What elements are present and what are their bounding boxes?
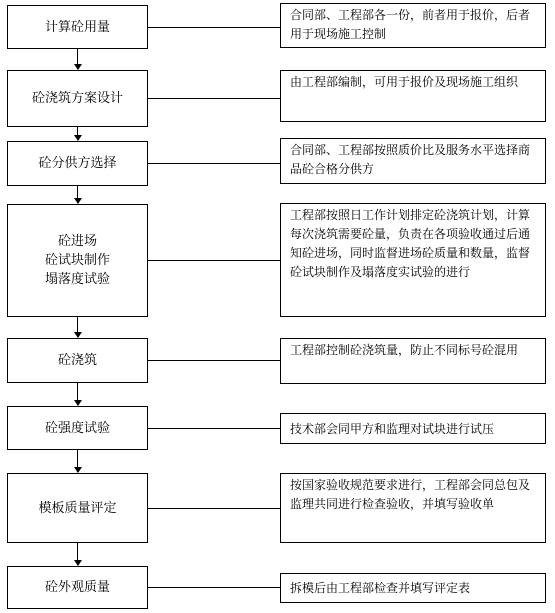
step-box-6: 砼强度试验 [7,406,148,450]
connector-line [148,27,280,28]
connector-line [148,163,280,164]
flow-arrow [77,383,78,405]
connector-line [148,98,280,99]
note-box-4: 工程部按照日工作计划排定砼浇筑计划，计算每次浇筑需要砼量，负责在各项验收通过后通知砼进场，同时监督进场砼质量和数量，监督砼试块制作及塌落度实试验的进行 [280,203,546,317]
flow-arrow [77,49,78,69]
step-box-5: 砼浇筑 [7,338,148,383]
note-box-2: 由工程部编制，可用于报价及现场施工组织 [280,70,546,122]
step-box-1: 计算砼用量 [7,5,148,49]
flow-arrow [77,186,78,203]
step-box-7: 模板质量评定 [7,473,148,543]
note-box-8: 拆模后由工程部检查并填写评定表 [280,573,546,603]
note-box-7: 按国家验收规范要求进行，工程部会同总包及监理共同进行检查验收，并填写验收单 [280,473,546,543]
flow-arrow [77,450,78,472]
connector-line [148,360,280,361]
flow-arrow [77,317,78,337]
connector-line [148,260,280,261]
connector-line [148,587,280,588]
step-box-8: 砼外观质量 [7,566,148,609]
step-box-3: 砼分供方选择 [7,141,148,186]
connector-line [148,508,280,509]
connector-line [148,428,280,429]
flow-arrow [77,127,78,140]
note-box-6: 技术部会同甲方和监理对试块进行试压 [280,413,546,444]
note-box-5: 工程部控制砼浇筑量，防止不同标号砼混用 [280,338,546,384]
note-box-1: 合同部、工程部各一份，前者用于报价，后者用于现场施工控制 [280,3,546,48]
note-box-3: 合同部、工程部按照质价比及服务水平选择商品砼合格分供方 [280,138,546,184]
step-box-4: 砼进场 砼试块制作 塌落度试验 [7,204,148,317]
step-box-2: 砼浇筑方案设计 [7,70,148,127]
flow-arrow [77,543,78,565]
